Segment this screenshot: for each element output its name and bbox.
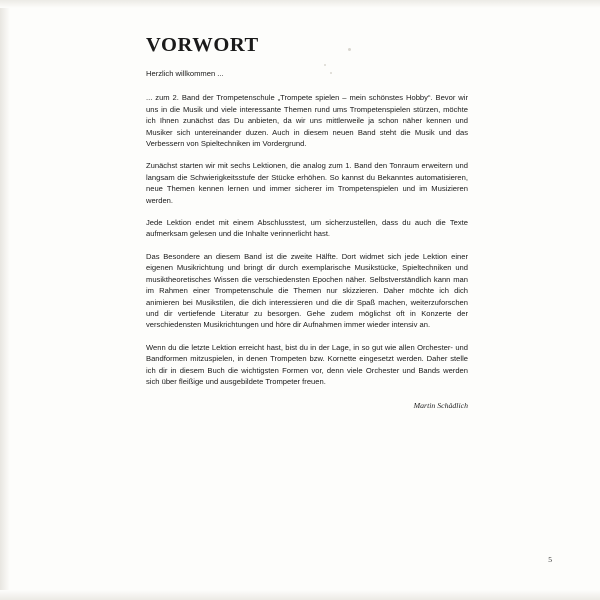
page-edge-shading-left [0,0,10,600]
author-signature: Martin Schädlich [413,401,468,411]
page-title: VORWORT [146,33,259,56]
paper-speck [324,64,326,66]
page-edge-shading-top [0,0,600,8]
page-edge-shading-bottom [0,590,600,600]
paragraph-5: Wenn du die letzte Lektion erreicht hast, bist du in der Lage, in so gut wie allen Orchester- und Bandformen mitzuspielen, in denen Trompeten bzw. Kornette eingesetzt werden. Daher stelle ich dir in diesem Buch die wichtigsten Formen vor, denn viele Orchester und Bands werden sich über fleißige und ausgebildete Trompeter freuen. [146,342,468,386]
paragraph-3: Jede Lektion endet mit einem Abschlusstest, um sicherzustellen, dass du auch die Texte aufmerksam gelesen und die Inhalte verinnerlicht hast. [146,218,468,239]
paragraph-4: Das Besondere an diesem Band ist die zweite Hälfte. Dort widmet sich jede Lektion einer eigenen Musikrichtung und bringt dir durch exemplarische Musikstücke, Spieltechniken und musiktheoretisches Wissen die verschiedensten Epochen näher. Selbstverständlich kann man im Rahmen einer Trompetenschule die Themen nur skizzieren. Daher möchte ich dich animieren bei Musikstilen, die dich interessieren und die dir Spaß machen, weiterzuforschen und dir vertiefende Literatur zu besorgen. Gehe zudem möglichst oft in Konzerte der verschiedensten Musikrichtungen und höre dir Aufnahmen immer wieder intensiv an. [146,251,468,330]
paper-speck [348,48,351,51]
paragraph-1: ... zum 2. Band der Trompetenschule „Trompete spielen – mein schönstes Hobby“. Bevor wir uns in die Musik und viele interessante Themen rund ums Trompetenspielen stürzen, möchte ich Ihnen zunächst das Du anbieten, da wir uns mittlerweile ja schon näher kennen und Musiker sich untereinander duzen. Auch in diesem neuen Band steht die Musik und das Verbessern von Spieltechniken im Vordergrund. [146,93,468,149]
foreword-body [146,68,468,410]
greeting-line: Herzlich willkommen ... [146,69,224,78]
paragraph-2: Zunächst starten wir mit sechs Lektionen, die analog zum 1. Band den Tonraum erweitern und langsam die Schwierigkeitsstufe der Stücke erhöhen. So kannst du Bekanntes automatisieren, neue Themen kennen lernen und immer sicherer im Trompetenspielen und im Musizieren werden. [146,161,468,205]
page-number: 5 [548,555,552,564]
